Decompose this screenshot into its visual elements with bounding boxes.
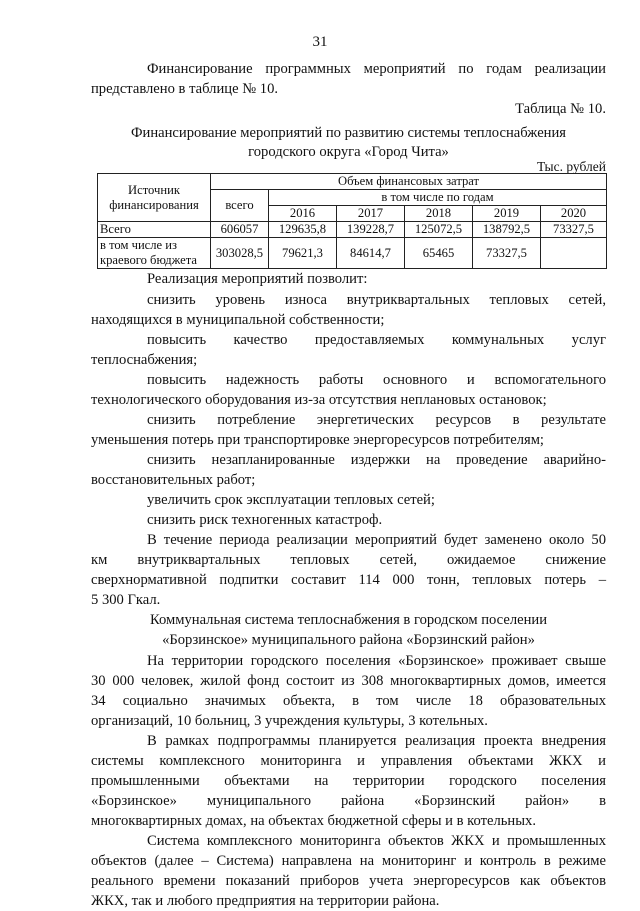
row-label: в том числе из краевого бюджета: [98, 238, 211, 269]
body-line: увеличить срок эксплуатации тепловых сетей;: [147, 492, 435, 508]
year-header: 2020: [541, 206, 607, 222]
row-value: 84614,7: [337, 238, 405, 269]
row-total: 606057: [211, 222, 269, 238]
body-line: снизить потребление энергетических ресурсов в результате: [147, 412, 606, 428]
header-years: в том числе по годам: [269, 190, 607, 206]
units-caption: Тыс. рублей: [536, 159, 606, 174]
row-value: 73327,5: [473, 238, 541, 269]
body-line: системы комплексного мониторинга и управления объектами ЖКХ и: [91, 753, 606, 769]
row-value: 129635,8: [269, 222, 337, 238]
year-header: 2016: [269, 206, 337, 222]
body-line: промышленными объектами на территории городского поселения: [91, 773, 606, 789]
table-title-line-2: городского округа «Город Чита»: [248, 144, 449, 160]
body-line: снизить незапланированные издержки на проведение аварийно-: [147, 452, 606, 468]
body-line: ЖКХ, так и любого предприятия на территории района.: [91, 893, 440, 909]
body-line: снизить риск техногенных катастроф.: [147, 512, 383, 528]
body-line: снизить уровень износа внутриквартальных тепловых сетей,: [147, 292, 606, 308]
body-line: находящихся в муниципальной собственности;: [91, 312, 385, 328]
section-heading-line-1: Коммунальная система теплоснабжения в городском поселении: [149, 612, 548, 628]
body-line: 34 социально значимых объекта, в том числе 18 образовательных: [91, 693, 606, 709]
row-total: 303028,5: [211, 238, 269, 269]
row-value: 65465: [405, 238, 473, 269]
intro-line-2: представлено в таблице № 10.: [91, 81, 279, 97]
body-line: повысить качество предоставляемых коммунальных услуг: [147, 332, 606, 348]
header-total: всего: [211, 190, 269, 222]
table-row: [98, 222, 607, 238]
body-line: Реализация мероприятий позволит:: [147, 271, 368, 287]
row-label: Всего: [98, 222, 211, 238]
section-heading-line-2: «Борзинское» муниципального района «Борзинский район»: [162, 632, 535, 648]
body-line: 30 000 человек, жилой фонд состоит из 308 многоквартирных домов, имеется: [91, 673, 606, 689]
body-line: технологического оборудования из-за отсутствия неплановых остановок;: [91, 392, 547, 408]
body-line: км внутриквартальных тепловых сетей, ожидаемое снижение: [91, 552, 606, 568]
row-value: 139228,7: [337, 222, 405, 238]
intro-line-1: Финансирование программных мероприятий по годам реализации: [147, 61, 606, 77]
row-value: 73327,5: [541, 222, 607, 238]
body-line: повысить надежность работы основного и вспомогательного: [147, 372, 606, 388]
year-header: 2017: [337, 206, 405, 222]
body-line: объектов (далее – Система) направлена на мониторинг и контроль в режиме: [91, 853, 606, 869]
body-line: «Борзинское» муниципального района «Борзинский район» в: [91, 793, 606, 809]
row-value: [541, 238, 607, 269]
year-header: 2019: [473, 206, 541, 222]
page-number: 31: [312, 34, 328, 50]
body-line: многоквартирных домах, на объектах бюджетной сферы и в котельных.: [91, 813, 536, 829]
header-source: Источник финансирования: [98, 174, 211, 222]
body-line: организаций, 10 больниц, 3 учреждения культуры, 3 котельных.: [91, 713, 488, 729]
body-line: восстановительных работ;: [91, 472, 256, 488]
table-row: [98, 238, 607, 269]
body-line: реального времени показаний приборов учета энергоресурсов как объектов: [91, 873, 606, 889]
year-header: 2018: [405, 206, 473, 222]
table-label: Таблица № 10.: [515, 101, 606, 117]
body-line: уменьшения потерь при транспортировке энергоресурсов потребителям;: [91, 432, 544, 448]
body-line: сверхнормативной подпитки составит 114 000 тонн, тепловых потерь –: [91, 572, 606, 588]
row-value: 79621,3: [269, 238, 337, 269]
financing-table: [97, 173, 607, 269]
row-value: 138792,5: [473, 222, 541, 238]
body-line: В рамках подпрограммы планируется реализация проекта внедрения: [147, 733, 606, 749]
body-line: теплоснабжения;: [91, 352, 198, 368]
body-line: Система комплексного мониторинга объектов ЖКХ и промышленных: [147, 833, 606, 849]
body-line: 5 300 Гкал.: [91, 592, 161, 608]
body-line: На территории городского поселения «Борзинское» проживает свыше: [147, 653, 606, 669]
header-volume: Объем финансовых затрат: [211, 174, 607, 190]
body-line: В течение периода реализации мероприятий будет заменено около 50: [147, 532, 606, 548]
table-title-line-1: Финансирование мероприятий по развитию системы теплоснабжения: [131, 125, 566, 141]
row-value: 125072,5: [405, 222, 473, 238]
